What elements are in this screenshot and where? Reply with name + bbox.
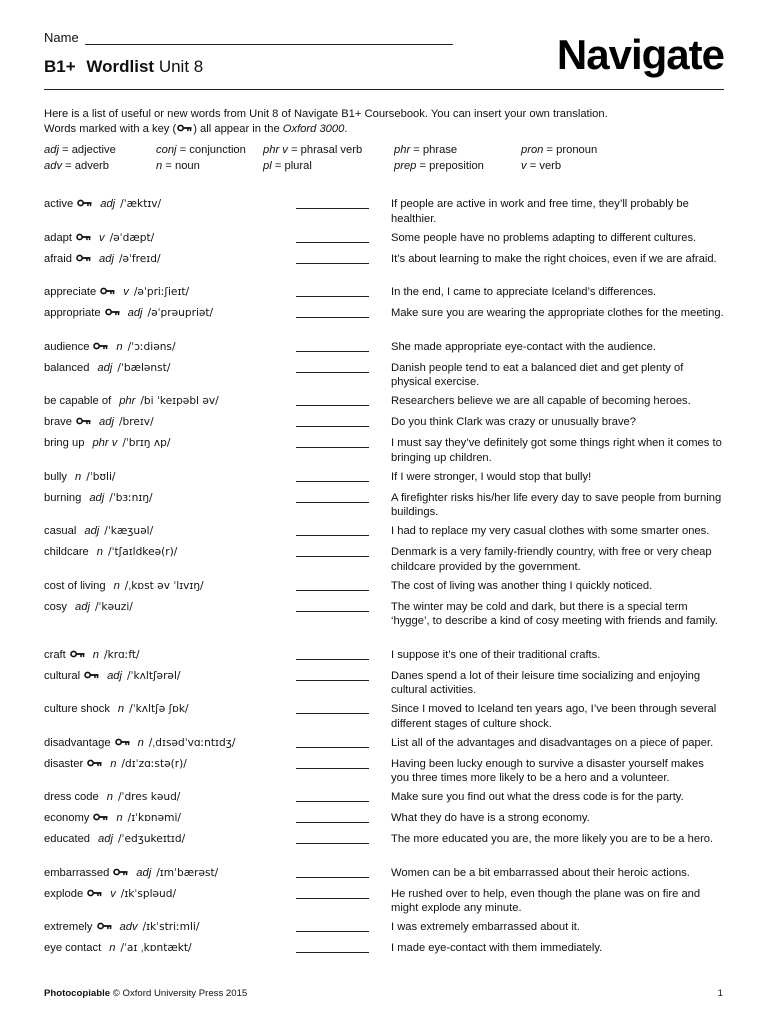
entry-headword [44,545,177,560]
entry-word: cost of living [44,579,106,592]
entry-example-sentence: What they do have is a strong economy. [391,812,590,824]
entry-word: brave [44,416,72,428]
key-icon [76,233,91,241]
brand-logo: Navigate [556,31,724,78]
entry-part-of-speech: phr v [92,437,118,449]
entry-part-of-speech: n [110,757,117,770]
key-icon [93,813,108,821]
entry-headword [44,415,154,430]
translation-blank[interactable] [296,426,369,427]
word-list [44,197,724,962]
entry-pronunciation: /əˈprəupriət/ [147,307,214,319]
entry-part-of-speech: n [96,546,104,558]
entry-example-sentence: Researchers believe we are all capable of becoming heroes. [391,395,691,407]
entry-example-sentence: The cost of living was another thing I quickly noticed. [391,579,653,592]
entry-headword [44,832,185,847]
entry-word: adapt [44,231,72,244]
entry-part-of-speech: adj [98,833,113,845]
key-icon [76,417,91,425]
translation-blank[interactable] [296,372,369,373]
translation-blank[interactable] [296,611,369,612]
entry-pronunciation: /ˈbælənst/ [117,361,171,374]
translation-blank[interactable] [296,317,369,318]
wordlist-entry [44,415,724,436]
header-divider [44,89,724,90]
entry-part-of-speech: adj [136,866,152,879]
wordlist-entry [44,579,724,600]
entry-word: bring up [44,437,85,449]
entry-word: explode [44,887,84,900]
key-icon [93,342,108,350]
entry-word: extremely [44,921,93,933]
entry-headword [44,491,153,506]
entry-headword [44,197,161,212]
translation-blank[interactable] [296,713,369,714]
key-icon [105,308,120,316]
translation-blank[interactable] [296,535,369,536]
translation-blank[interactable] [296,351,369,352]
key-icon [113,868,128,876]
entry-part-of-speech: n [113,579,120,592]
entry-part-of-speech: adj [99,252,114,265]
footer-copyright: Photocopiable © Oxford University Press 2015 [44,988,248,999]
wordlist-label: Wordlist [86,57,155,76]
wordlist-entry [44,648,724,669]
unit-label: Unit 8 [158,57,204,76]
entry-word: burning [44,491,82,504]
entry-part-of-speech: n [75,470,82,483]
entry-headword [44,579,204,594]
wordlist-entry [44,757,724,791]
translation-blank[interactable] [296,843,369,844]
entry-example-sentence: I was extremely embarrassed about it. [391,921,581,933]
entry-part-of-speech: v [123,286,129,298]
entry-part-of-speech: adj [127,307,143,319]
entry-example-sentence: Danish people tend to eat a balanced diet and get plenty of physical exercise. [391,361,684,389]
entry-part-of-speech: n [137,736,144,749]
entry-pronunciation: /ɪmˈbærəst/ [156,866,219,879]
wordlist-entry [44,920,724,941]
entry-example-sentence: He rushed over to help, even though the plane was on fire and might explode any minute. [391,887,701,915]
entry-pronunciation: /ˈdres kəud/ [117,791,181,803]
wordlist-entry [44,306,724,340]
entry-word: bully [44,470,68,483]
entry-word: embarrassed [44,866,110,879]
entry-headword [44,524,153,539]
wordlist-entry [44,887,724,921]
entry-pronunciation: /əˈdæpt/ [109,231,155,244]
translation-blank[interactable] [296,242,369,243]
entry-headword [44,920,199,935]
translation-blank[interactable] [296,931,369,932]
key-icon [87,889,102,897]
entry-word: dress code [44,791,99,803]
translation-blank[interactable] [296,952,369,953]
key-icon [100,287,115,295]
entry-word: cultural [44,669,81,682]
translation-blank[interactable] [296,768,369,769]
entry-part-of-speech: adj [97,361,113,374]
entry-example-sentence: Make sure you find out what the dress code is for the party. [391,791,684,803]
entry-headword [44,790,180,805]
key-icon [115,738,130,746]
entry-part-of-speech: adv [119,921,138,933]
entry-example-sentence: Do you think Clark was crazy or unusually brave? [391,416,636,428]
entry-word: balanced [44,361,90,374]
entry-pronunciation: /ˈbrɪŋ ʌp/ [122,437,171,449]
translation-blank[interactable] [296,296,369,297]
abbreviation-item: adj = adjective [44,144,116,156]
entry-headword [44,887,176,902]
entry-headword [44,669,180,684]
entry-pronunciation: /ɪkˈstriːmli/ [142,921,200,933]
entry-word: audience [44,340,90,353]
entry-headword [44,361,170,376]
wordlist-entry [44,811,724,832]
entry-example-sentence: I must say they’ve definitely got some things right when it comes to bringing up children. [391,437,722,464]
wordlist-entry [44,197,724,231]
intro-line-1: Here is a list of useful or new words from Unit 8 of Navigate B1+ Coursebook. You can insert your own translation. [44,108,608,120]
translation-blank[interactable] [296,556,369,557]
wordlist-entry [44,470,724,491]
entry-pronunciation: /breɪv/ [118,416,154,428]
entry-pronunciation: /ˈkʌltʃərəl/ [127,669,181,682]
entry-example-sentence: Women can be a bit embarrassed about their heroic actions. [391,866,690,879]
abbreviation-item: v = verb [521,159,562,172]
entry-example-sentence: Make sure you are wearing the appropriate clothes for the meeting. [391,307,724,319]
entry-headword [44,600,133,615]
name-row [44,30,453,45]
entry-pronunciation: /bi ˈkeɪpəbl əv/ [140,395,219,407]
entry-pronunciation: /ˈaɪ ˌkɒntækt/ [120,942,192,954]
abbreviation-item: prep = preposition [394,159,484,172]
entry-part-of-speech: adj [84,525,100,537]
entry-headword [44,231,154,246]
translation-blank[interactable] [296,447,369,448]
translation-blank[interactable] [296,877,369,878]
key-icon [76,254,91,262]
entry-word: eye contact [44,942,102,954]
name-line [85,32,453,45]
entry-example-sentence: I had to replace my very casual clothes with some smarter ones. [391,525,710,537]
translation-blank[interactable] [296,680,369,681]
entry-part-of-speech: adj [89,491,105,504]
abbreviation-item: conj = conjunction [156,144,246,156]
abbreviation-row [44,159,724,175]
wordlist-entry [44,702,724,736]
page-title [44,57,203,77]
entry-part-of-speech: adj [75,600,90,613]
wordlist-entry [44,361,724,395]
entry-pronunciation: /ˈbʊli/ [86,470,116,483]
entry-headword [44,340,176,355]
abbreviation-key [44,143,724,174]
entry-headword [44,736,235,751]
entry-part-of-speech: n [109,942,116,954]
abbreviation-item: phr v = phrasal verb [263,144,363,156]
entry-part-of-speech: adj [100,198,116,210]
entry-headword [44,866,218,881]
entry-pronunciation: /ˈkʌltʃə ʃɒk/ [129,703,189,715]
entry-word: appreciate [44,286,97,298]
key-icon [87,759,102,767]
translation-blank[interactable] [296,502,369,503]
entry-word: cosy [44,600,68,613]
wordlist-entry [44,436,724,470]
entry-headword [44,941,192,956]
abbreviation-item: adv = adverb [44,159,110,172]
entry-example-sentence: I suppose it’s one of their traditional crafts. [391,648,601,661]
entry-part-of-speech: n [106,791,113,803]
entry-pronunciation: /ˈedʒukeɪtɪd/ [117,833,186,845]
entry-word: educated [44,833,91,845]
wordlist-entry [44,394,724,415]
key-icon [70,650,85,658]
abbreviation-item: pron = pronoun [521,144,598,156]
entry-part-of-speech: adj [99,416,114,428]
name-label: Name [44,30,79,45]
entry-pronunciation: /ˈtʃaɪldkeə(r)/ [108,546,178,558]
entry-example-sentence: List all of the advantages and disadvantages on a piece of paper. [391,736,714,749]
entry-word: economy [44,812,90,824]
entry-pronunciation: /ɪˈkɒnəmi/ [127,812,181,824]
entry-word: appropriate [44,307,101,319]
abbreviation-row [44,143,724,159]
entry-word: culture shock [44,703,110,715]
translation-blank[interactable] [296,263,369,264]
entry-pronunciation: /ˈkəuzi/ [94,600,133,613]
translation-blank[interactable] [296,822,369,823]
entry-example-sentence: Since I moved to Iceland ten years ago, I’ve been through several different stages of culture shock. [391,703,717,730]
translation-blank[interactable] [296,481,369,482]
entry-part-of-speech: n [92,648,99,661]
wordlist-entry [44,285,724,306]
entry-pronunciation: /ˈɔːdiəns/ [127,340,176,353]
entry-example-sentence: She made appropriate eye-contact with the audience. [391,340,656,353]
entry-example-sentence: Some people have no problems adapting to different cultures. [391,231,697,244]
wordlist-entry [44,669,724,703]
intro-line-2: Words marked with a key ( ) all appear in the Oxford 3000. [44,123,348,135]
entry-example-sentence: If people are active in work and free time, they’ll probably be healthier. [391,198,689,225]
entry-example-sentence: It’s about learning to make the right choices, even if we are afraid. [391,252,717,265]
entry-example-sentence: In the end, I came to appreciate Iceland’s differences. [391,286,657,298]
wordlist-entry [44,600,724,648]
entry-part-of-speech: n [116,340,123,353]
entry-word: craft [44,648,66,661]
wordlist-entry [44,866,724,887]
entry-headword [44,394,219,409]
entry-headword [44,470,115,485]
entry-headword [44,252,161,267]
entry-example-sentence: A firefighter risks his/her life every day to save people from burning buildings. [391,491,722,519]
entry-example-sentence: I made eye-contact with them immediately. [391,942,603,954]
entry-pronunciation: /ˌkɒst əv ˈlɪvɪŋ/ [124,579,204,592]
key-icon [97,922,112,930]
entry-word: afraid [44,252,72,265]
entry-example-sentence: The more educated you are, the more likely you are to be a hero. [391,833,714,845]
entry-word: disaster [44,757,84,770]
page-number: 1 [717,988,723,999]
entry-pronunciation: /krɑːft/ [104,648,140,661]
entry-word: disadvantage [44,736,111,749]
key-icon [177,124,192,132]
entry-headword [44,648,140,663]
wordlist-entry [44,340,724,361]
translation-blank[interactable] [296,590,369,591]
entry-pronunciation: /ˈæktɪv/ [120,198,162,210]
entry-headword [44,306,213,321]
wordlist-entry [44,491,724,525]
key-icon [77,199,92,207]
abbreviation-item: phr = phrase [394,144,458,156]
wordlist-entry [44,941,724,962]
entry-word: casual [44,525,77,537]
wordlist-entry [44,832,724,866]
wordlist-entry [44,736,724,757]
entry-part-of-speech: n [117,703,125,715]
entry-word: active [44,198,74,210]
key-icon [84,671,99,679]
entry-example-sentence: Having been lucky enough to survive a disaster yourself makes you three times more likely to be a hero and a volunteer. [391,757,704,785]
entry-headword [44,702,189,717]
entry-word: be capable of [44,395,112,407]
entry-word: childcare [44,546,89,558]
entry-example-sentence: If I were stronger, I would stop that bully! [391,470,592,483]
wordlist-entry [44,231,724,252]
entry-part-of-speech: v [99,231,105,244]
abbreviation-item: pl = plural [263,159,312,172]
entry-pronunciation: /əˈfreɪd/ [118,252,161,265]
level-label: B1+ [44,57,76,76]
entry-headword [44,757,187,772]
entry-pronunciation: /ˈkæʒuəl/ [104,525,154,537]
translation-blank[interactable] [296,208,369,209]
entry-pronunciation: /əˈpriːʃieɪt/ [133,286,190,298]
wordlist-entry [44,252,724,286]
translation-blank[interactable] [296,659,369,660]
entry-part-of-speech: v [110,887,116,900]
abbreviation-item: n = noun [156,159,200,172]
wordlist-entry [44,524,724,545]
entry-pronunciation: /ɪkˈspləud/ [120,887,177,900]
entry-part-of-speech: phr [119,395,136,407]
entry-pronunciation: /ˈbɜːnɪŋ/ [109,491,153,504]
entry-example-sentence: The winter may be cold and dark, but there is a special term ‘hygge’, to describe a kind of cosy meeting with friends and family. [391,600,718,628]
wordlist-entry [44,790,724,811]
intro-text [44,107,724,137]
translation-blank[interactable] [296,747,369,748]
entry-example-sentence: Danes spend a lot of their leisure time socializing and enjoying cultural activities. [391,669,701,697]
entry-headword [44,436,170,451]
entry-part-of-speech: n [116,812,123,824]
entry-pronunciation: /dɪˈzɑːstə(r)/ [121,757,187,770]
translation-blank[interactable] [296,801,369,802]
entry-headword [44,811,181,826]
translation-blank[interactable] [296,898,369,899]
entry-part-of-speech: adj [107,669,123,682]
entry-example-sentence: Denmark is a very family-friendly country, with free or very cheap childcare provided by the government. [391,546,712,573]
wordlist-entry [44,545,724,579]
entry-pronunciation: /ˌdɪsədˈvɑːntɪdʒ/ [148,736,236,749]
translation-blank[interactable] [296,405,369,406]
entry-headword [44,285,189,300]
